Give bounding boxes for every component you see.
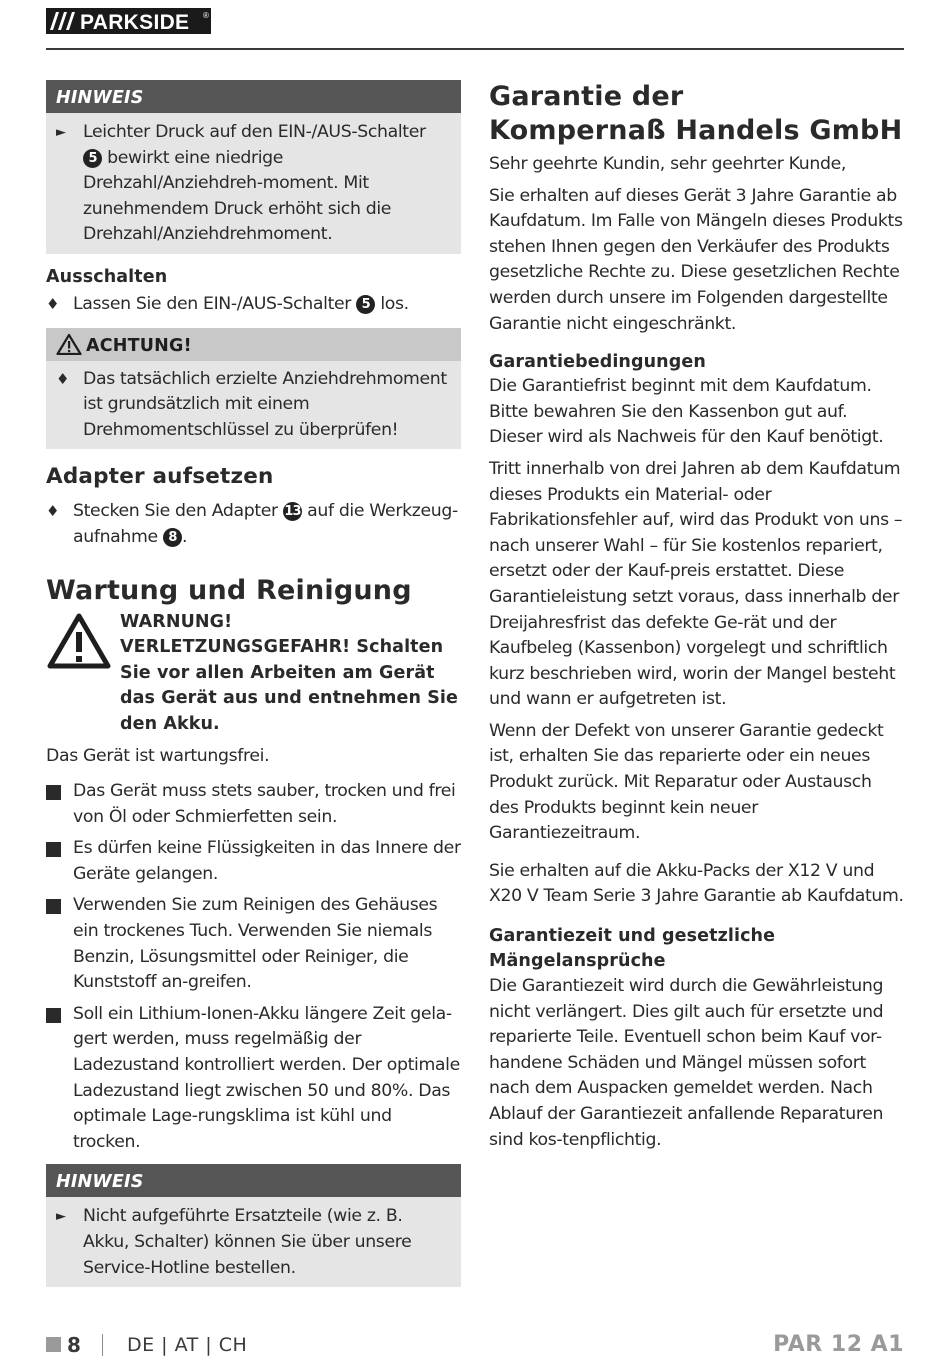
footer-country-codes: DE | AT | CH [127, 1334, 248, 1356]
step-text-end: . [181, 526, 188, 547]
caution-text: Das tatsächlich erzielte Anziehdrehmoment ist grundsätzlich mit einem Drehmomentschlüssel zu überprüfen! [83, 368, 447, 440]
list-item-text: Das Gerät muss stets sauber, trocken und frei von Öl oder Schmierfetten sein. [73, 781, 456, 827]
warranty-paragraph: Wenn der Defekt von unserer Garantie gedeckt ist, erhalten Sie das reparierte oder ein neues Produkt zurück. Mit Reparatur oder Austausch des Produkts beginnt kein neuer Garantiezeitraum. [489, 720, 884, 844]
maintenance-intro: Das Gerät ist wartungsfrei. [46, 745, 270, 766]
note-item-text: Leichter Druck auf den EIN-/AUS-Schalter [83, 122, 426, 142]
warning-triangle-icon [46, 612, 112, 670]
list-item-text: Soll ein Lithium-Ionen-Akku längere Zeit gela-gert werden, muss regelmäßig der Ladezustand kontrolliert werden. Der optimale Ladezustand liegt zwischen 50 und 80%. Das optimale Lage-rungsklima ist kühl und trocken. [73, 1003, 460, 1152]
note-box-1 [46, 80, 461, 254]
step-text-cont: los. [375, 293, 409, 314]
logo-registered: ® [203, 11, 209, 20]
arrow-bullet-icon: ► [56, 125, 66, 140]
adapter-step [46, 499, 461, 550]
square-bullet-icon [46, 785, 61, 800]
footer-square-marker [46, 1337, 61, 1352]
diamond-bullet-icon: ♦ [46, 294, 60, 313]
warranty-paragraph: Die Garantiefrist beginnt mit dem Kaufdatum. Bitte bewahren Sie den Kassenbon gut auf. Dieser wird als Nachweis für den Kauf benötigt. [489, 376, 884, 448]
square-bullet-icon [46, 1008, 61, 1023]
list-item [46, 836, 461, 887]
parkside-logo [46, 8, 211, 34]
maintenance-heading: Wartung und Reinigung [46, 574, 412, 606]
step-text: Lassen Sie den EIN-/AUS-Schalter [73, 293, 357, 314]
period-heading: Garantiezeit und gesetzliche Mängelansprüche [489, 926, 776, 972]
footer-model-number: PAR 12 A1 [773, 1332, 904, 1357]
warranty-heading-line1: Garantie der [489, 81, 684, 112]
warning-triangle-icon [56, 333, 82, 355]
warranty-paragraph: Sie erhalten auf dieses Gerät 3 Jahre Garantie ab Kaufdatum. Im Falle von Mängeln dieses Produkts stehen Ihnen gegen den Verkäufer des Produkts gesetzliche Rechte zu. Diese gesetzlichen Rechte werden durch unsere im Folgenden dargestellte Garantie nicht eingeschränkt. [489, 185, 903, 334]
right-column [489, 80, 904, 1153]
conditions-heading: Garantiebedingungen [489, 352, 706, 373]
page-number: 8 [67, 1333, 81, 1357]
caution-title: ACHTUNG! [86, 335, 192, 356]
warranty-heading-line2: Kompernaß Handels GmbH [489, 115, 903, 146]
warranty-greeting: Sehr geehrte Kundin, sehr geehrter Kunde, [489, 154, 847, 174]
part-number-badge: 13 [284, 504, 301, 520]
maintenance-warning [46, 610, 461, 738]
note-item [56, 120, 447, 248]
caution-box [46, 328, 461, 450]
logo-graphic [46, 8, 211, 34]
switch-off-step [46, 292, 461, 318]
caution-box-header [46, 328, 461, 361]
adapter-heading: Adapter aufsetzen [46, 464, 274, 490]
part-number-badge: 5 [83, 149, 102, 168]
note-box-2-title: HINWEIS [46, 1164, 461, 1197]
list-item [46, 779, 461, 830]
note-item-text-cont: bewirkt eine niedrige Drehzahl/Anziehdreh-moment. Mit zunehmendem Druck erhöht sich die Drehzahl/Anziehdrehmoment. [83, 147, 392, 245]
maintenance-warning-text: WARNUNG! VERLETZUNGSGEFAHR! Schalten Sie vor allen Arbeiten am Gerät das Gerät aus und entnehmen Sie den Akku. [120, 611, 458, 734]
caution-item [56, 367, 447, 444]
step-text: Stecken Sie den Adapter [73, 501, 283, 522]
note-item [56, 1204, 447, 1281]
switch-off-title: Ausschalten [46, 266, 168, 287]
step-text-mid: auf die Werkzeug-aufnahme [73, 501, 458, 547]
list-item [46, 1002, 461, 1156]
list-item-text: Es dürfen keine Flüssigkeiten in das Innere der Geräte gelangen. [73, 838, 461, 884]
warranty-paragraph: Die Garantiezeit wird durch die Gewährleistung nicht verlängert. Dies gilt auch für ersetzte und reparierte Teile. Eventuell schon beim Kauf vor-handene Schäden und Mängel müssen sofort nach dem Auspacken gemeldet werden. Nach Ablauf der Garantiezeit anfallende Reparaturen sind kos-tenpflichtig. [489, 976, 884, 1150]
left-column [46, 80, 461, 1287]
list-item [46, 893, 461, 995]
arrow-bullet-icon: ► [56, 1209, 66, 1225]
square-bullet-icon [46, 842, 61, 857]
part-number-badge: 5 [356, 295, 375, 314]
square-bullet-icon [46, 899, 61, 914]
part-number-badge: 8 [163, 528, 182, 547]
list-item-text: Verwenden Sie zum Reinigen des Gehäuses ein trockenes Tuch. Verwenden Sie niemals Benzin, Lösungsmittel oder Reiniger, die Kunststoff an-greifen. [73, 895, 438, 993]
note-box-2 [46, 1164, 461, 1287]
diamond-bullet-icon: ♦ [46, 502, 60, 521]
diamond-bullet-icon: ♦ [56, 369, 70, 388]
note-box-1-title: HINWEIS [46, 80, 461, 113]
logo-brand-text: PARKSIDE [80, 11, 190, 34]
footer-divider [102, 1334, 103, 1356]
header-rule [46, 48, 904, 50]
warranty-paragraph: Sie erhalten auf die Akku-Packs der X12 V und X20 V Team Serie 3 Jahre Garantie ab Kaufdatum. [489, 860, 904, 907]
note-item-text: Nicht aufgeführte Ersatzteile (wie z. B. Akku, Schalter) können Sie über unsere Service-Hotline bestellen. [83, 1206, 412, 1278]
warranty-paragraph: Tritt innerhalb von drei Jahren ab dem Kaufdatum dieses Produkts ein Material- oder Fabrikationsfehler auf, wird das Produkt von uns – nach unserer Wahl – für Sie kostenlos repariert, ersetzt oder der Kauf-preis erstattet. Diese Garantieleistung setzt voraus, dass innerhalb der Dreijahresfrist das defekte Ge-rät und der Kaufbeleg (Kassenbon) vorgelegt und schriftlich kurz beschrieben wird, worin der Mangel besteht und wann er aufgetreten ist. [489, 458, 903, 710]
